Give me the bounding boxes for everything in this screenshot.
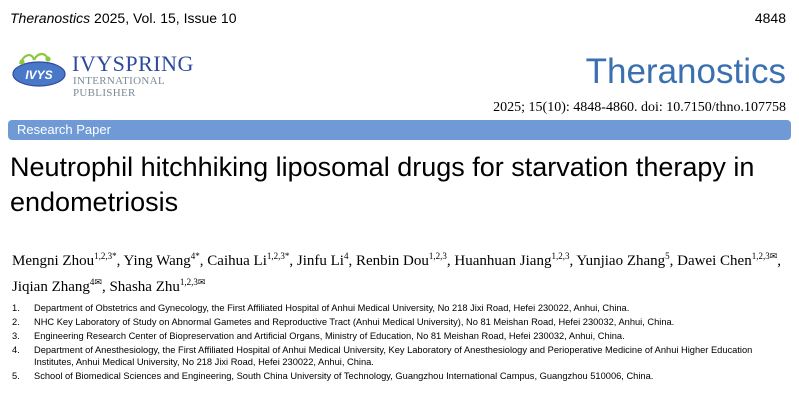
affiliation-item: 3. Engineering Research Center of Biopreservation and Artificial Organs, Ministry of Education, No 81 Meishan Road, Hefei 230032, Anhui, China.	[12, 331, 625, 341]
affiliation-item: 5. School of Biomedical Sciences and Engineering, South China University of Technology, Guangzhou International Campus, Guangzhou 510006, China.	[12, 371, 654, 381]
affiliation-item: 4. Department of Anesthesiology, the First Affiliated Hospital of Anhui Medical University, Key Laboratory of Anesthesiology and Perioperative Medicine of Anhui Higher Education Institutes, Anhui Medical University, No 218 Jixi Road, Hefei 230022, Anhui, China.	[12, 345, 753, 367]
author[interactable]: Mengni Zhou$^{1,2,3*}$	[12, 251, 117, 269]
page-number: 4848	[754, 10, 786, 26]
author[interactable]: Jinfu Li$^4$	[296, 251, 349, 269]
journal-brand: Theranostics	[585, 52, 786, 91]
author[interactable]: Ying Wang$^{4*}$	[123, 251, 200, 269]
article-type-bar	[8, 120, 791, 140]
article-title: Neutrophil hitchhiking liposomal drugs for starvation therapy in endometriosis	[10, 152, 755, 217]
ivyspring-logo-icon	[10, 50, 68, 88]
affiliation-item: 2. NHC Key Laboratory of Study on Abnormal Gametes and Reproductive Tract (Anhui Medical University), No 81 Meishan Road, Hefei 230032, Anhui, China.	[12, 317, 675, 327]
publisher-name: IVYSPRING	[72, 51, 194, 76]
journal-header	[10, 10, 237, 26]
article-type-label: Research Paper	[17, 122, 111, 137]
author[interactable]: Huanhuan Jiang$^{1,2,3}$	[454, 251, 570, 269]
logo-mark-text: IVYS	[25, 68, 53, 82]
volume-issue: 2025, Vol. 15, Issue 10	[94, 10, 237, 26]
affiliation-list	[12, 302, 792, 384]
author[interactable]: Yunjiao Zhang$^5$	[576, 251, 670, 269]
affiliation-item: 1. Department of Obstetrics and Gynecology, the First Affiliated Hospital of Anhui Medical University, No 218 Jixi Road, Hefei 230022, Anhui, China.	[12, 303, 630, 313]
publisher-logo	[10, 48, 220, 99]
author[interactable]: Caihua $Li^{1,2,3*}$	[207, 251, 290, 269]
author[interactable]: Renbin Dou$^{1,2,3}$	[355, 251, 447, 269]
journal-name: Theranostics	[10, 10, 91, 26]
author[interactable]: Jiqian Zhang$^{4✉}$	[12, 277, 102, 295]
author[interactable]: Dawei Chen$^{1,2,3✉}$	[677, 251, 778, 269]
author[interactable]: Shasha Zhu$^{1,2,3✉}$	[109, 277, 206, 295]
citation-doi: 2025; 15(10): 4848-4860. doi: 10.7150/thno.107758	[493, 100, 786, 115]
author-list: Mengni Zhou$^{1,2,3*}$, Ying Wang$^{4*}$, Caihua $Li^{1,2,3*}$, Jinfu Li$^4$, Renbin Dou$^{1,2,3}$, Huanhuan Jiang$^{1,2,3}$, Yunjiao Zhang$^5$, Dawei Chen$^{1,2,3✉}$, Jiqian Zhang$^{4✉}$, Shasha Zhu$^{1,2,3✉}$	[12, 251, 781, 295]
publisher-subtitle: INTERNATIONAL PUBLISHER	[73, 75, 165, 99]
